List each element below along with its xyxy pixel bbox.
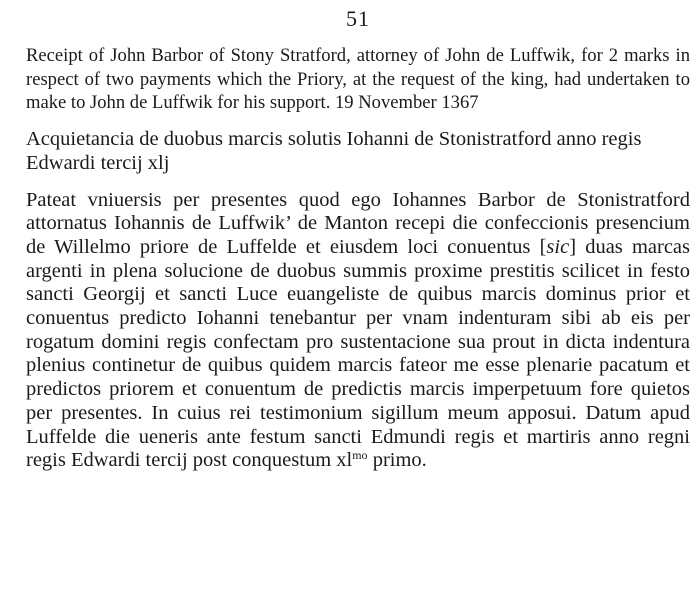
latin-heading: Acquietancia de duobus marcis solutis Iohanni de Stonistratford anno regis Edwardi tercij xlj: [26, 127, 642, 174]
document-page: [26, 0, 690, 600]
sic-annotation: sic: [546, 235, 570, 258]
sic-open-bracket: [: [539, 235, 547, 258]
page-number: 51: [346, 6, 370, 31]
ordinal-superscript: mo: [352, 448, 368, 463]
charter-text-part-2: duas marcas argenti in plena solucione de duobus summis proxime prestitis scilicet in festo sancti Georgij et sancti Luce euangeliste de quibus marcis dominus prior et conuentus predicto Iohanni tenebantur per vnam indenturam sibi ab eis per rogatum domini regis confectam pro sustentacione sua prout in dicta indentura plenius continetur de quibus quidem marcis fateor me esse plenarie pacatum et predictos priorem et conuentum de predictis marcis imperpetuum fore quietos per presentes. In cuius rei testimonium sigillum meum apposui. Datum apud Luffelde die ueneris ante festum sancti Edmundi regis et martiris anno regni regis Edwardi tercij post conquestum xl: [26, 235, 690, 472]
english-summary: Receipt of John Barbor of Stony Stratford, attorney of John de Luffwik, for 2 marks in respect of two payments which the Priory, at the request of the king, had undertaken to make to John de Luffwik for his support. 19 November 1367: [26, 45, 690, 113]
charter-text-part-1: Pateat vniuersis per presentes quod ego Iohannes Barbor de Stonistratford attornatus Iohannis de Luffwik’ de Manton recepi die confeccionis presencium de Willelmo priore de Luffelde et eiusdem loci conuentus: [26, 188, 690, 258]
sic-close-bracket: ]: [569, 235, 577, 258]
charter-text-ending: primo.: [367, 449, 427, 472]
latin-charter-text: [26, 189, 690, 473]
